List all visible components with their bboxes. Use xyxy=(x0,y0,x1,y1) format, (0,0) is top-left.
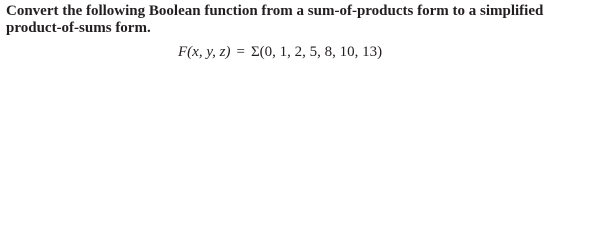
equals-sign: = xyxy=(236,44,245,60)
problem-line-1: Convert the following Boolean function from a sum-of-products form to a simplified xyxy=(6,3,544,19)
minterm-sum: Σ(0, 1, 2, 5, 8, 10, 13) xyxy=(250,44,383,60)
boolean-function-equation xyxy=(178,43,382,61)
function-lhs: F(x, y, z) xyxy=(178,44,231,60)
problem-statement xyxy=(6,3,606,37)
problem-line-2: product-of-sums form. xyxy=(6,20,151,36)
